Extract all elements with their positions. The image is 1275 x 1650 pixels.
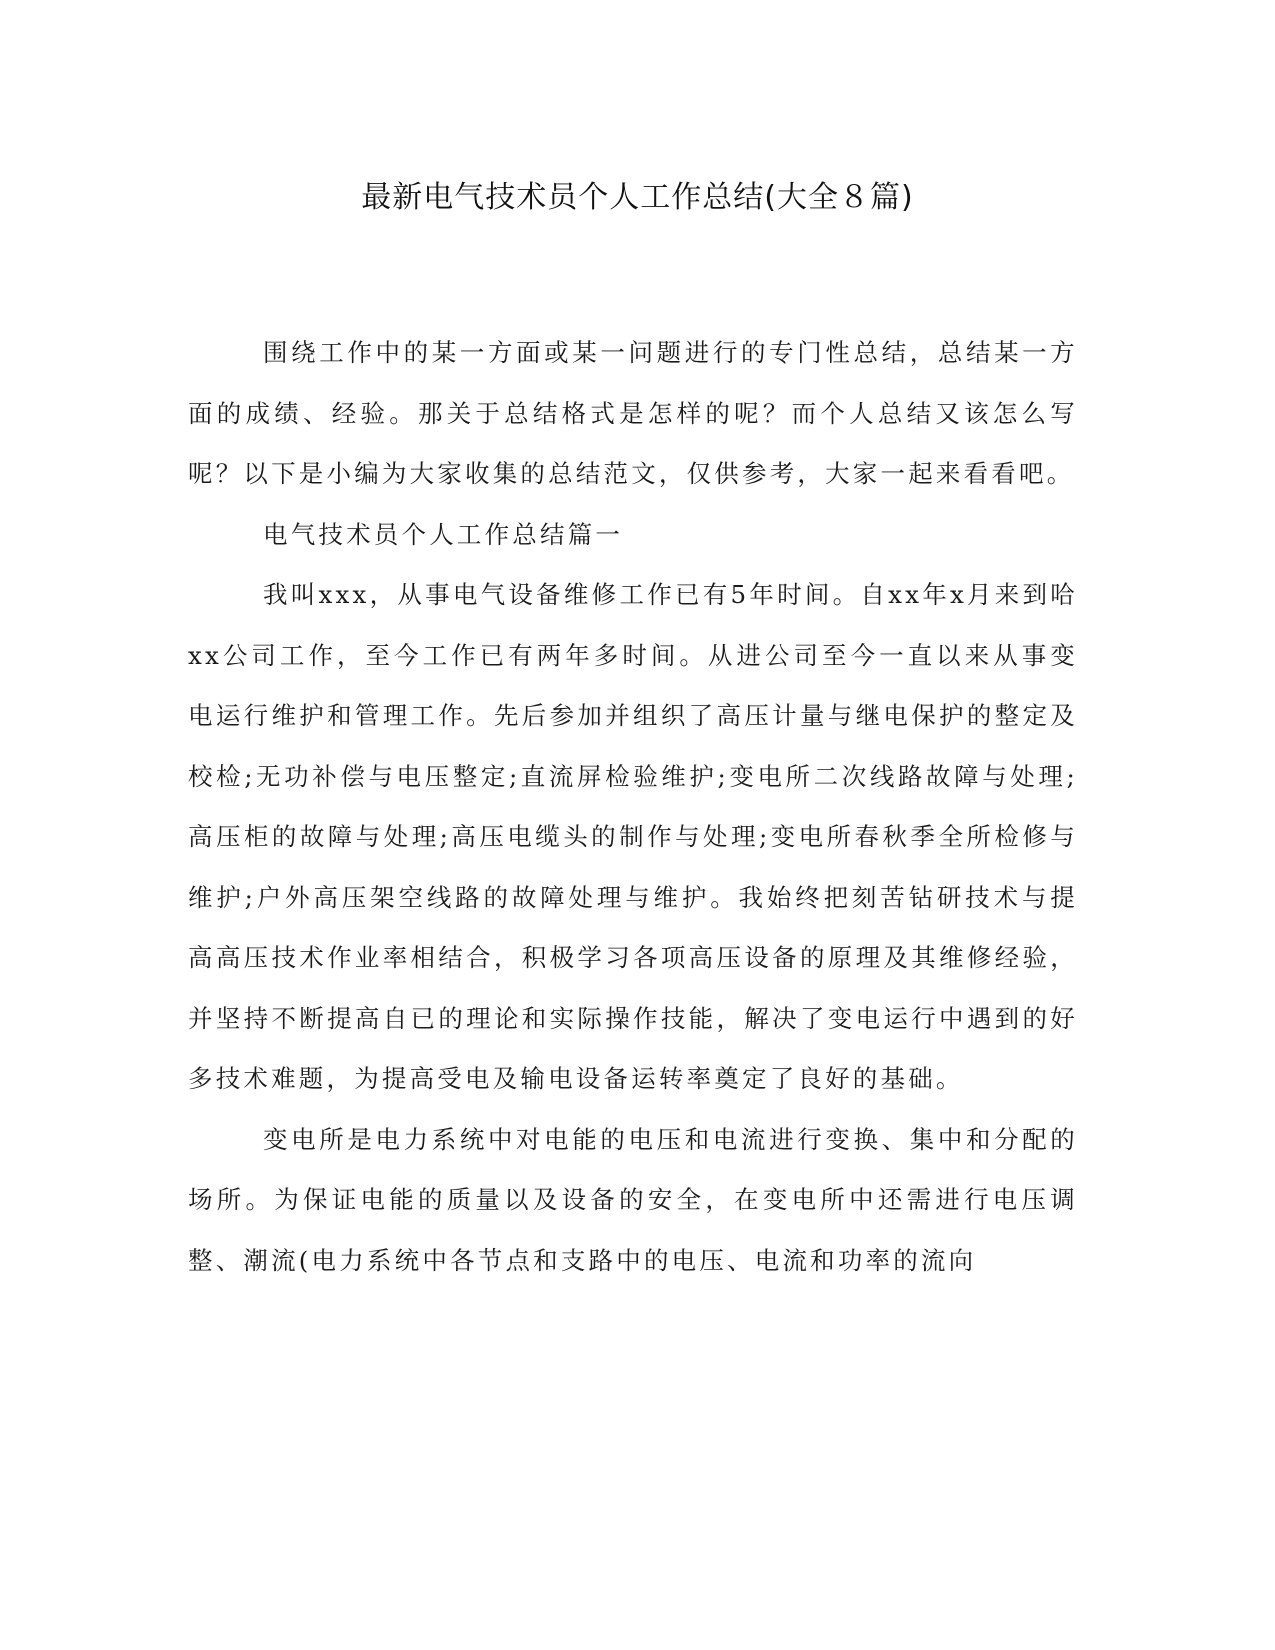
body-paragraph: 变电所是电力系统中对电能的电压和电流进行变换、集中和分配的场所。为保证电能的质量以及设备的安全，在变电所中还需进行电压调整、潮流(电力系统中各节点和支路中的电压、电流和功率的流向 [188,1124,1078,1275]
intro-paragraph: 围绕工作中的某一方面或某一问题进行的专门性总结，总结某一方面的成绩、经验。那关于总结格式是怎样的呢？而个人总结又该怎么写呢？以下是小编为大家收集的总结范文，仅供参考，大家一起来看看吧。 [188,338,1078,488]
document-title: 最新电气技术员个人工作总结(大全８篇) [361,180,914,215]
section-heading: 电气技术员个人工作总结篇一 [263,519,624,549]
body-paragraph: 我叫xxx，从事电气设备维修工作已有5年时间。自xx年x月来到哈xx公司工作，至今工作已有两年多时间。从进公司至今一直以来从事变电运行维护和管理工作。先后参加并组织了高压计量与继电保护的整定及校检;无功补偿与电压整定;直流屏检验维护;变电所二次线路故障与处理;高压柜的故障与处理;高压电缆头的制作与处理;变电所春秋季全所检修与维护;户外高压架空线路的故障处理与维护。我始终把刻苦钻研技术与提高高压技术作业率相结合，积极学习各项高压设备的原理及其维修经验，并坚持不断提高自已的理论和实际操作技能，解决了变电运行中遇到的好多技术难题，为提高受电及输电设备运转率奠定了良好的基础。 [188,580,1078,1093]
document-body [188,323,1078,1291]
